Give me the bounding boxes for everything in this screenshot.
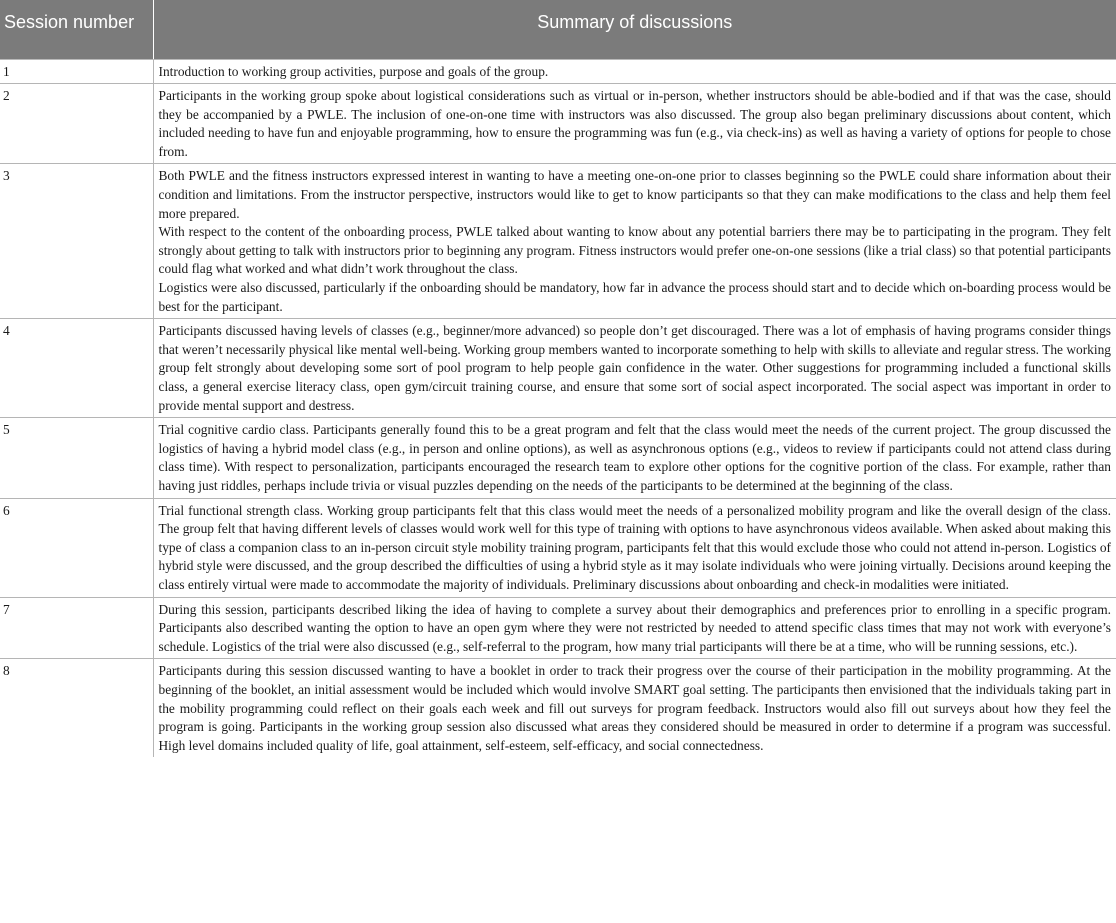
summary-paragraph: Participants discussed having levels of classes (e.g., beginner/more advanced) so people don’t get discouraged. There was a lot of emphasis of having programs consider things that weren’t necessarily physical like mental well-being. Working group members wanted to incorporate something to help with skills to alleviate and regular stress. The working group felt strongly about developing some sort of pool program to help people gain confidence in the water. Other suggestions for programming included a functional skills class, a general exercise literacy class, open gym/circuit training course, and ensure that some sort of social aspect incorporated. The social aspect was important in order to provide mental support and destress. [158,323,1111,413]
table-row [0,59,1116,84]
summary-cell [153,84,1116,164]
summary-paragraph: Trial functional strength class. Working group participants felt that this class would meet the needs of a personalized mobility program and like the overall design of the class. The group felt that having different levels of classes would work well for this type of training with options to have asynchronous videos available. When asked about making this type of class a companion class to an in-person circuit style mobility training program, participants felt that this would exclude those who could not attend in-person. Logistics of hybrid style were discussed, and the group described the difficulties of using a hybrid style as it may isolate individuals who were joining virtually. Decisions around keeping the class entirely virtual were made to accommodate the majority of individuals. Preliminary discussions about onboarding and check-in modalities were initiated. [158,502,1111,592]
summary-cell [153,498,1116,597]
table-row [0,319,1116,418]
table-header [0,0,1116,59]
summary-paragraph: Trial cognitive cardio class. Participants generally found this to be a great program and felt that the class would meet the needs of the current project. The group discussed the logistics of having a hybrid model class (e.g., in person and online options), as well as asynchronous options (e.g., videos to review if participants could not attend class during class time). With respect to personalization, participants encouraged the research team to explore other options for the cognitive portion of the class. For example, rather than having just riddles, perhaps include trivia or visual puzzles depending on the needs of the participants to be determined at the beginning of the class. [158,422,1111,493]
table-row [0,84,1116,164]
session-number-cell: 5 [0,418,153,498]
session-number-cell: 4 [0,319,153,418]
session-number-cell: 1 [0,59,153,84]
summary-cell [153,319,1116,418]
summary-cell [153,597,1116,659]
session-number-cell: 8 [0,659,153,757]
session-number-cell: 7 [0,597,153,659]
summary-cell [153,659,1116,757]
table-row [0,597,1116,659]
header-row [0,0,1116,59]
summary-cell [153,164,1116,319]
header-session-number: Session number [0,0,153,59]
summary-paragraph: Participants in the working group spoke about logistical considerations such as virtual or in-person, whether instructors should be able-bodied and if that was the case, should they be accompanied by a PWLE. The inclusion of one-on-one time with instructors was also discussed. The group also began preliminary discussions about content, which included needing to have fun and enjoyable programming, how to ensure the programming was fun (e.g., via check-ins) as well as having a variety of options for people to chose from. [158,88,1111,159]
session-number-cell: 6 [0,498,153,597]
session-number-cell: 3 [0,164,153,319]
summary-cell [153,418,1116,498]
summary-paragraph: Logistics were also discussed, particularly if the onboarding should be mandatory, how far in advance the process should start and to decide which on-boarding process would be best for the participant. [158,280,1111,314]
header-summary: Summary of discussions [153,0,1116,59]
table-row [0,498,1116,597]
table-body [0,59,1116,757]
table-row [0,164,1116,319]
summary-paragraph: Both PWLE and the fitness instructors expressed interest in wanting to have a meeting one-on-one prior to classes beginning so the PWLE could share information about their condition and limitations. From the instructor perspective, instructors would like to get to know participants so that they can make modifications to the class and help them feel more prepared. [158,168,1111,221]
summary-paragraph: During this session, participants described liking the idea of having to complete a survey about their demographics and preferences prior to enrolling in a specific program. Participants also described wanting the option to have an open gym where they were not restricted by needed to attend specific class times that may not work with everyone’s schedule. Logistics of the trial were also discussed (e.g., self-referral to the program, how many trial participants will there be at a time, who will be running sessions, etc.). [158,601,1111,654]
summary-paragraph: With respect to the content of the onboarding process, PWLE talked about wanting to know about any potential barriers there may be to participating in the program. They felt strongly about getting to talk with instructors prior to beginning any program. Fitness instructors would prefer one-on-one sessions (like a trial class) so that potential participants could flag what worked and what didn’t work throughout the class. [158,224,1111,277]
table-row [0,659,1116,757]
session-number-cell: 2 [0,84,153,164]
summary-paragraph: Introduction to working group activities, purpose and goals of the group. [158,63,549,79]
summary-paragraph: Participants during this session discussed wanting to have a booklet in order to track their progress over the course of their participation in the mobility programming. At the beginning of the booklet, an initial assessment would be included which would involve SMART goal setting. The participants then envisioned that the individuals taking part in the mobility programming could reflect on their goals each week and fill out surveys for program feedback. Instructors would also fill out surveys about how they feel the program is going. Participants in the working group session also discussed what areas they considered should be measured in order to determine if a program was successful. High level domains included quality of life, goal attainment, self-esteem, self-efficacy, and social connectedness. [158,663,1111,753]
table-row [0,418,1116,498]
summary-cell [153,59,1116,84]
